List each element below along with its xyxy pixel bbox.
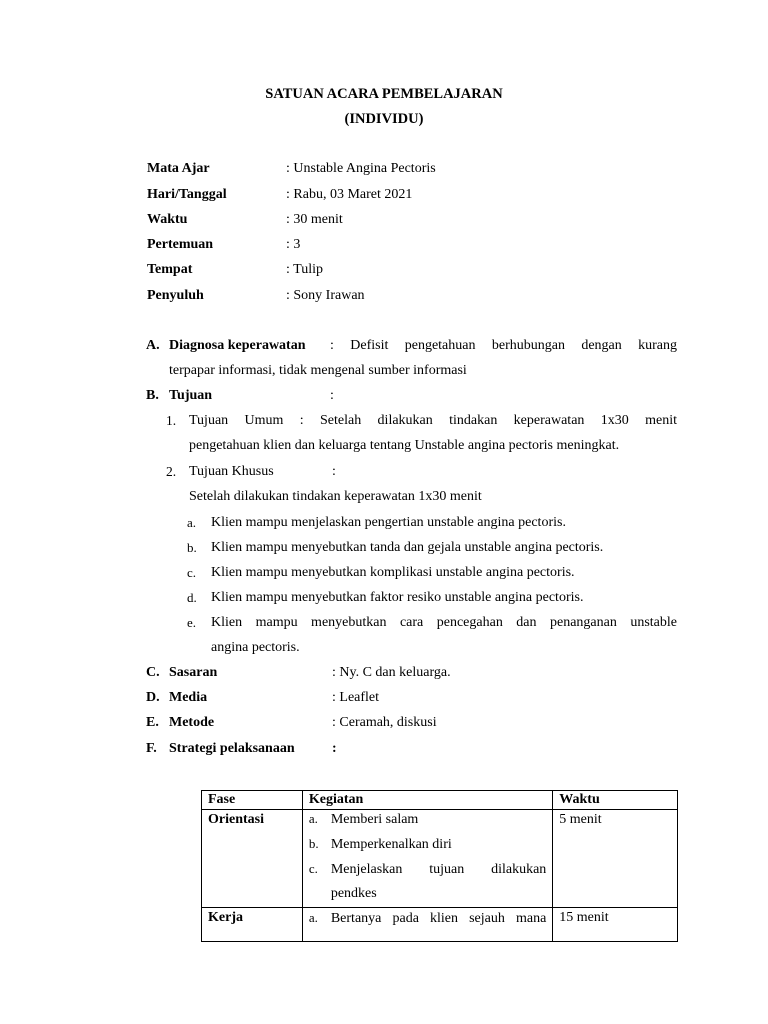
kegiatan-item <box>309 857 546 882</box>
section-a-title: Diagnosa keperawatan <box>169 338 306 353</box>
section-b-letter: B. <box>146 388 159 403</box>
table-cell-waktu <box>553 908 678 942</box>
info-label-pertemuan: Pertemuan <box>147 237 214 252</box>
tujuan-khusus-item: Klien mampu menjelaskan pengertian unstable angina pectoris. <box>211 515 566 530</box>
section-a-text-line1: : Defisit pengetahuan berhubungan dengan kurang <box>330 338 677 353</box>
table-cell-kegiatan <box>302 908 552 942</box>
tujuan-khusus-number: 2. <box>166 464 177 479</box>
tujuan-khusus-item: Klien mampu menyebutkan tanda dan gejala unstable angina pectoris. <box>211 540 604 555</box>
info-label-penyuluh: Penyuluh <box>147 288 204 303</box>
kegiatan-item-continuation: pendkes <box>330 886 377 901</box>
info-label-mata-ajar: Mata Ajar <box>147 161 210 176</box>
kegiatan-item <box>309 807 546 832</box>
table-cell-waktu <box>553 810 678 908</box>
section-a-text-line2: terpapar informasi, tidak mengenal sumber informasi <box>169 363 467 378</box>
info-value-mata-ajar: : Unstable Angina Pectoris <box>286 161 436 176</box>
section-c-title: Sasaran <box>169 665 218 680</box>
info-label-tempat: Tempat <box>147 262 193 277</box>
kegiatan-item-text: Memberi salam <box>330 812 419 827</box>
kegiatan-item <box>309 908 546 929</box>
tujuan-umum-number: 1. <box>166 413 177 428</box>
kegiatan-item-letter: a. <box>308 811 318 826</box>
info-value-waktu: : 30 menit <box>286 212 343 227</box>
section-c-value: : Ny. C dan keluarga. <box>332 665 451 680</box>
info-label-waktu: Waktu <box>147 212 188 227</box>
table-row <box>202 908 678 942</box>
table-row <box>202 810 678 908</box>
kegiatan-item-letter: a. <box>308 910 318 925</box>
tujuan-khusus-item-letter: e. <box>187 615 197 630</box>
section-e-letter: E. <box>146 715 159 730</box>
kegiatan-item-text: Memperkenalkan diri <box>330 837 452 852</box>
tujuan-khusus-intro: Setelah dilakukan tindakan keperawatan 1x30 menit <box>189 489 482 504</box>
info-value-penyuluh: : Sony Irawan <box>286 288 365 303</box>
table-header-waktu: Waktu <box>553 791 678 810</box>
kegiatan-item-text: Bertanya pada klien sejauh mana <box>330 911 547 926</box>
tujuan-khusus-item: Klien mampu menyebutkan faktor resiko unstable angina pectoris. <box>211 590 584 605</box>
document-subtitle: (INDIVIDU) <box>344 111 424 127</box>
tujuan-khusus-item: Klien mampu menyebutkan cara pencegahan dan penanganan unstable <box>211 615 677 630</box>
strategy-table <box>201 790 678 942</box>
tujuan-khusus-colon: : <box>332 464 336 479</box>
section-f-letter: F. <box>146 741 157 756</box>
section-d-title: Media <box>169 690 208 705</box>
section-c-letter: C. <box>146 665 160 680</box>
kegiatan-item <box>309 832 546 857</box>
waktu-value: 5 menit <box>559 812 602 827</box>
info-value-pertemuan: : 3 <box>286 237 301 252</box>
kegiatan-item-letter: b. <box>308 836 319 851</box>
section-a-letter: A. <box>146 338 160 353</box>
waktu-value: 15 menit <box>559 910 609 925</box>
section-f-colon: : <box>332 741 337 756</box>
tujuan-khusus-item-letter: a. <box>187 515 197 530</box>
tujuan-khusus-item-letter: b. <box>187 540 197 555</box>
table-header-fase: Fase <box>202 791 303 810</box>
section-e-value: : Ceramah, diskusi <box>332 715 437 730</box>
section-d-letter: D. <box>146 690 160 705</box>
fase-label: Orientasi <box>208 812 264 827</box>
section-b-colon: : <box>330 388 334 403</box>
section-e-title: Metode <box>169 715 215 730</box>
tujuan-umum-line1: Tujuan Umum : Setelah dilakukan tindakan keperawatan 1x30 menit <box>189 413 677 428</box>
table-cell-fase <box>202 908 303 942</box>
table-cell-kegiatan <box>302 810 552 908</box>
tujuan-khusus-item-letter: c. <box>187 565 197 580</box>
document-title: SATUAN ACARA PEMBELAJARAN <box>265 86 503 102</box>
tujuan-khusus-label: Tujuan Khusus <box>189 464 274 479</box>
tujuan-khusus-item: Klien mampu menyebutkan komplikasi unstable angina pectoris. <box>211 565 575 580</box>
info-value-hari-tanggal: : Rabu, 03 Maret 2021 <box>286 187 413 202</box>
tujuan-umum-line2: pengetahuan klien dan keluarga tentang Unstable angina pectoris meningkat. <box>189 438 620 453</box>
section-f-title: Strategi pelaksanaan <box>169 741 295 756</box>
tujuan-khusus-item-letter: d. <box>187 590 197 605</box>
info-value-tempat: : Tulip <box>286 262 323 277</box>
kegiatan-item-text: Menjelaskan tujuan dilakukan <box>330 862 547 877</box>
table-header-kegiatan: Kegiatan <box>302 791 552 810</box>
fase-label: Kerja <box>208 910 243 925</box>
section-b-title: Tujuan <box>169 388 213 403</box>
section-d-value: : Leaflet <box>332 690 380 705</box>
kegiatan-item-letter: c. <box>308 861 318 876</box>
tujuan-khusus-item-continuation: angina pectoris. <box>211 640 300 655</box>
table-cell-fase <box>202 810 303 908</box>
info-label-hari-tanggal: Hari/Tanggal <box>147 187 227 202</box>
